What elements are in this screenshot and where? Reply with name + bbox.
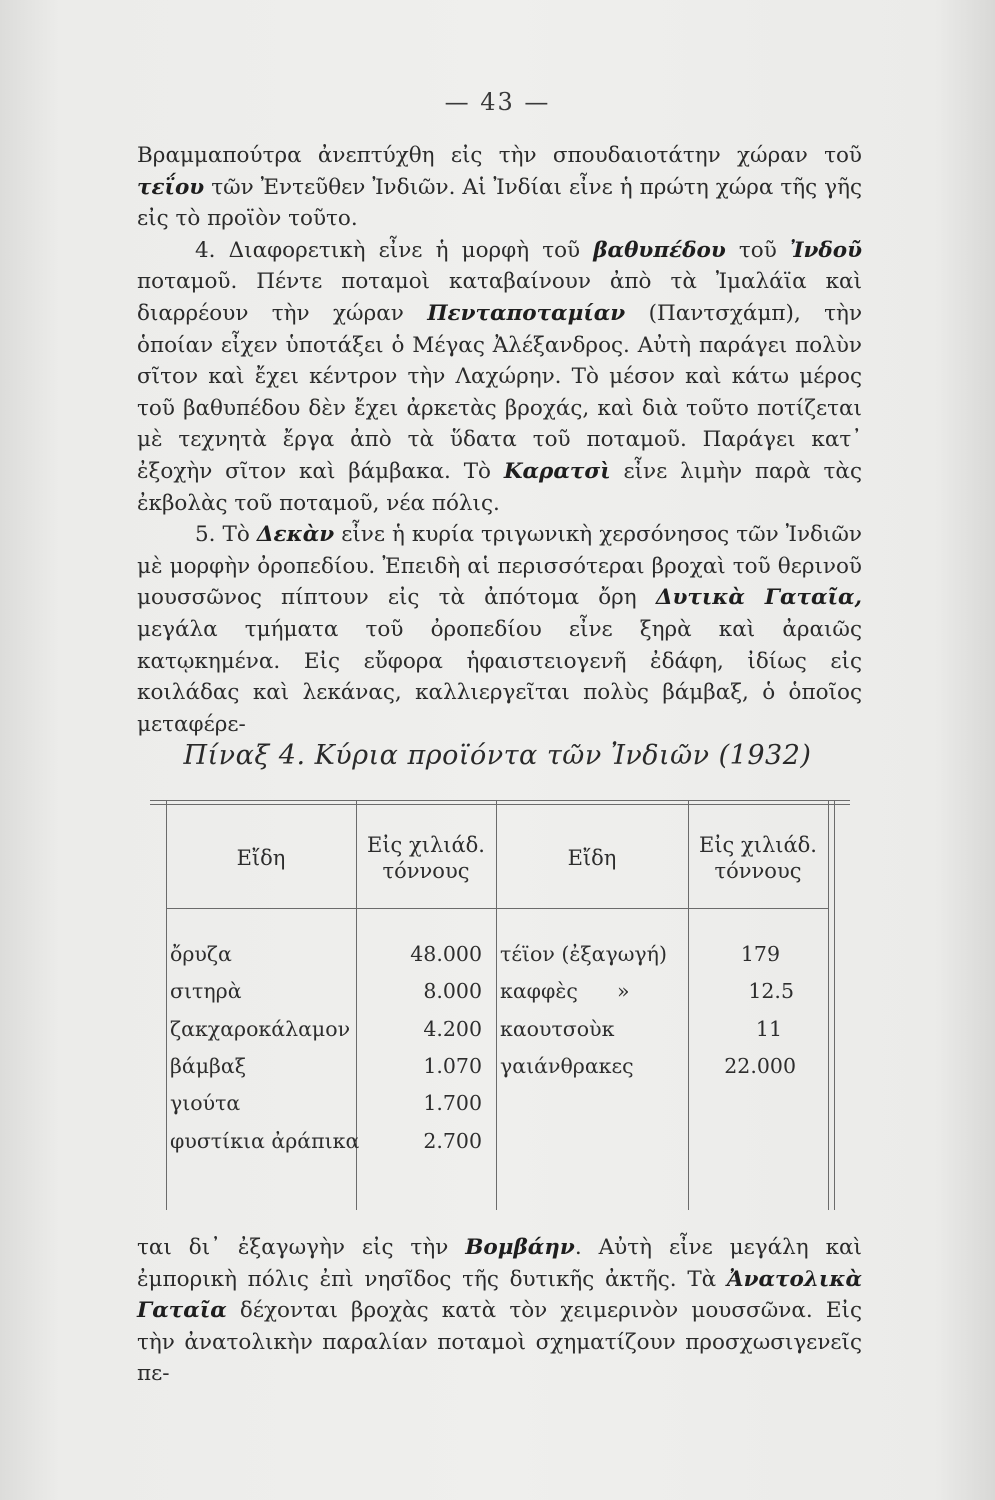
text-run: 4. Διαφορετικὴ εἶνε ἡ μορφὴ τοῦ [195,237,594,263]
text-run: μεγάλα τμήματα τοῦ ὀροπεδίου εἶνε ξηρὰ καὶ ἀραιῶς κατῳκημένα. Εἰς εὔφορα ἡφαιστειογενῆ ἐδάφη, ἰδίως εἰς κοιλάδας καὶ λεκάνας, καλλιεργεῖται πολὺς βάμβαξ, ὁ ὁποῖος μεταφέρε- [137,616,862,737]
text-run: (Παντσχάμπ), τὴν ὁποίαν εἶχεν ὑποτάξει ὁ Μέγας Ἀλέξανδρος. Αὐτὴ παράγει πολὺν σῖτον καὶ ἔχει κέντρον τὴν Λαχώρην. Τὸ μέσον καὶ κάτω μέρος τοῦ βαθυπέδου δὲν ἔχει ἀρκετὰς βροχάς, καὶ διὰ τοῦτο ποτίζεται μὲ τεχνητὰ ἔργα ἀπὸ τὰ ὕδατα τοῦ ποταμοῦ. Παράγει κατ᾽ ἐξοχὴν σῖτον καὶ βάμβακα. Τὸ [137,300,863,484]
emphasized-term: Πενταποταμίαν [427,300,626,326]
text-run: . Αὐτὴ εἶνε μεγάλη καὶ ἐμπορικὴ πόλις ἐπὶ νησῖδος τῆς δυτικῆς ἀκτῆς. Τὰ [137,1235,862,1292]
emphasized-term: Δυτικὰ Γαταῖα, [655,585,862,611]
emphasized-term: Δεκὰν [256,522,335,548]
emphasized-term: Καρατσὶ [503,458,611,484]
table-cell-amount: 12.5 [748,979,794,1003]
text-run: ται δι᾽ ἐξαγωγὴν εἰς τὴν [137,1235,466,1260]
text-run: ποταμοῦ. Πέντε ποταμοὶ καταβαίνουν ἀπὸ τὰ Ἰμαλάϊα καὶ διαρρέουν τὴν χώραν [137,269,862,326]
text-run: 5. Τὸ [195,522,257,548]
emphasized-term: Βομβάην [465,1235,575,1260]
products-table [150,800,850,1215]
table-cell-item: καφφὲς » [500,979,630,1003]
table-rule [150,804,850,805]
header-amount-right: Εἰς χιλιάδ. τόννους [698,833,817,883]
body-text-bottom [137,1232,862,1390]
table-rule [166,908,828,909]
table-cell-item: καουτσοὺκ [500,1017,615,1041]
emphasized-term: τεΐου [137,174,205,200]
table-cell-item: ὄρυζα [170,942,232,966]
header-kind-right: Εἴδη [567,846,617,870]
body-text-top [137,140,862,740]
table-cell-item: φυστίκια ἀράπικα [170,1129,360,1153]
table-cell-amount: 8.000 [423,979,482,1003]
table-caption [0,740,995,771]
emphasized-term: Ἀνατολικὰ Γαταῖα [137,1266,862,1324]
header-kind-left: Εἴδη [236,846,286,870]
table-cell-item: βάμβαξ [170,1054,247,1078]
page-number: — 43 — [444,88,551,116]
table-cell-amount: 4.200 [423,1017,482,1041]
table-caption-text: Πίναξ 4. Κύρια προϊόντα τῶν Ἰνδιῶν (1932) [183,740,812,771]
text-run: εἶνε ἡ κυρία τριγωνικὴ χερσόνησος τῶν Ἰνδιῶν μὲ μορφὴν ὀροπεδίου. Ἐπειδὴ αἱ περισσότεραι βροχαὶ τοῦ θερινοῦ μουσσῶνος πίπτουν εἰς τὰ ἀπότομα ὄρη [137,522,863,611]
paragraph [137,519,862,740]
table-cell-item: γιούτα [170,1091,241,1115]
text-run: τῶν Ἐντεῦθεν Ἰνδιῶν. Αἱ Ἰνδίαι εἶνε ἡ πρώτη χώρα τῆς γῆς εἰς τὸ προϊὸν τοῦτο. [137,174,862,232]
table-cell-amount: 2.700 [423,1129,482,1153]
table-cell-item: σιτηρὰ [170,979,242,1003]
paragraph [137,235,862,519]
table-cell-amount: 179 [740,942,780,966]
table-rule [828,800,829,1210]
table-cell-amount: 22.000 [724,1054,796,1078]
table-cell-amount: 1.700 [423,1091,482,1115]
text-run: τοῦ [725,237,790,263]
table-cell-amount: 48.000 [410,942,482,966]
table-cell-item: ζακχαροκάλαμον [170,1017,351,1041]
table-cell-item: γαιάνθρακες [500,1054,634,1078]
table-cell-item: τέϊον (ἐξαγωγή) [500,942,667,966]
header-amount-left: Εἰς χιλιάδ. τόννους [366,833,485,883]
paragraph [137,1232,862,1390]
text-run: δέχονται βροχὰς κατὰ τὸν χειμερινὸν μουσσῶνα. Εἰς τὴν ἀνατολικὴν παραλίαν ποταμοὶ σχηματίζουν προσχωσιγενεῖς πε- [137,1298,862,1387]
text-run: Βραμμαπούτρα ἀνεπτύχθη εἰς τὴν σπουδαιοτάτην χώραν τοῦ [137,143,862,168]
table-rule [150,800,850,801]
table-cell-amount: 1.070 [423,1054,482,1078]
paragraph [137,140,862,235]
table-rule [834,800,835,1210]
text-run: εἶνε λιμὴν παρὰ τὰς ἐκβολὰς τοῦ ποταμοῦ, νέα πόλις. [137,458,862,516]
table-cell-amount: 11 [755,1017,782,1041]
emphasized-term: βαθυπέδου [593,237,726,263]
emphasized-term: Ἰνδοῦ [789,237,862,263]
